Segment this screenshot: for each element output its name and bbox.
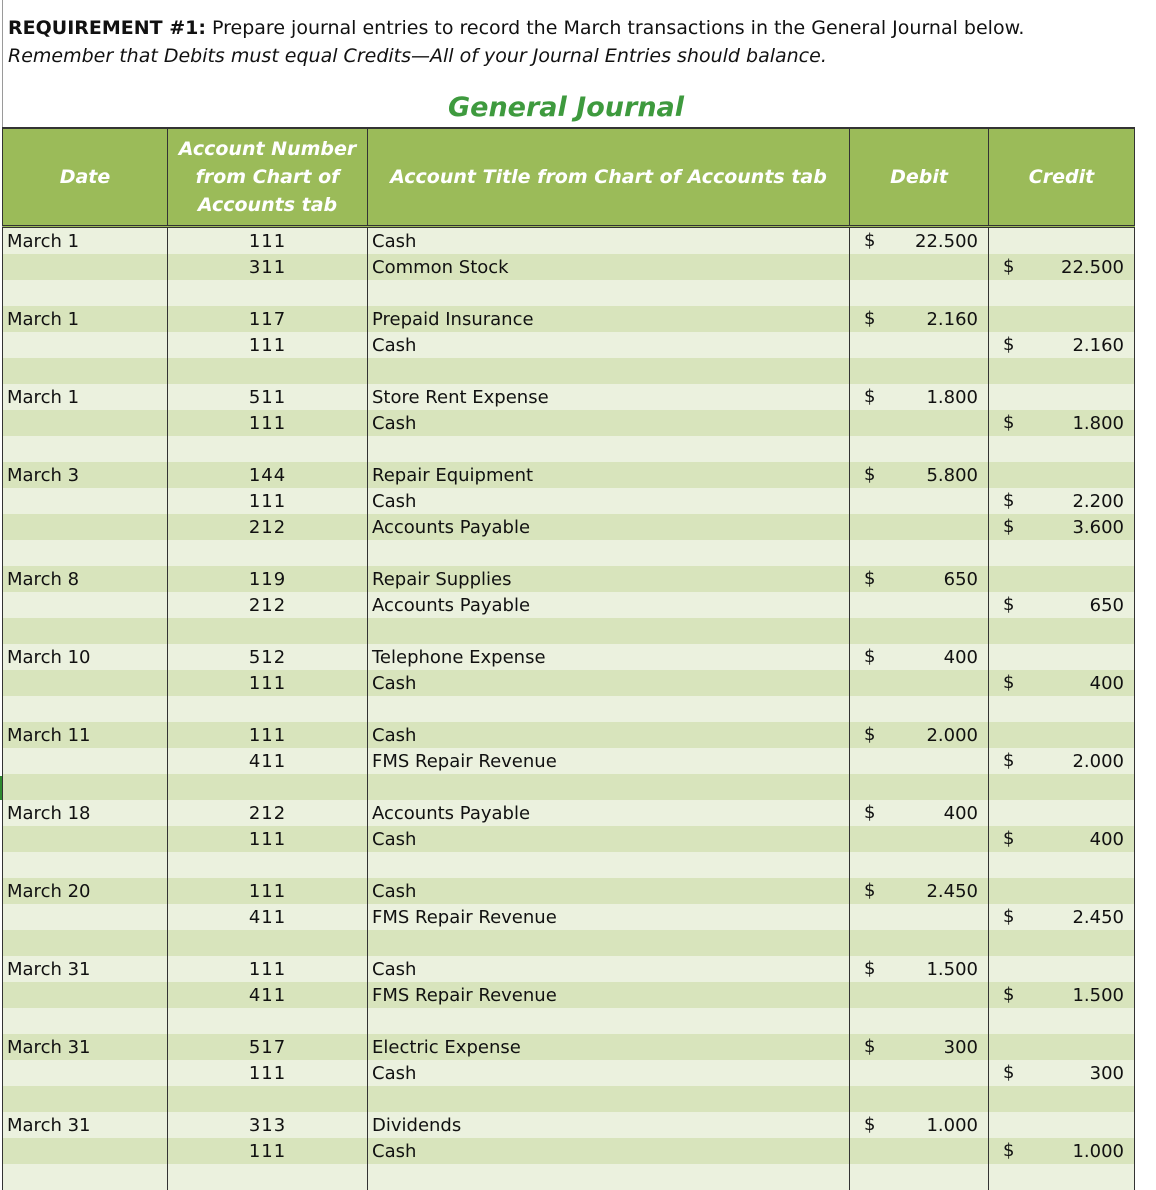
account-title-cell[interactable] <box>368 1164 850 1190</box>
credit-cell[interactable] <box>989 1034 1135 1060</box>
account-title-cell[interactable]: Repair Supplies <box>368 566 850 592</box>
credit-cell[interactable] <box>989 280 1135 306</box>
account-title-cell[interactable] <box>368 774 850 800</box>
debit-cell[interactable] <box>850 748 989 774</box>
date-cell[interactable] <box>3 904 168 930</box>
date-cell[interactable] <box>3 1060 168 1086</box>
journal-row <box>3 852 1135 878</box>
account-title-cell[interactable]: Cash <box>368 410 850 436</box>
debit-cell[interactable] <box>850 1138 989 1164</box>
account-number-cell[interactable]: 212 <box>168 800 368 826</box>
debit-cell[interactable] <box>850 696 989 722</box>
account-title-cell[interactable]: Telephone Expense <box>368 644 850 670</box>
account-number-cell[interactable]: 212 <box>168 514 368 540</box>
credit-cell[interactable] <box>989 1138 1135 1164</box>
journal-row <box>3 488 1135 514</box>
journal-row <box>3 748 1135 774</box>
header-debit: Debit <box>850 128 989 227</box>
debit-cell[interactable] <box>850 878 989 904</box>
journal-row <box>3 956 1135 982</box>
account-number-cell[interactable]: 111 <box>168 670 368 696</box>
journal-row <box>3 514 1135 540</box>
credit-cell[interactable] <box>989 384 1135 410</box>
journal-row <box>3 566 1135 592</box>
account-number-cell[interactable] <box>168 852 368 878</box>
debit-cell[interactable] <box>850 1112 989 1138</box>
debit-amount: 300 <box>943 1037 978 1058</box>
journal-row <box>3 436 1135 462</box>
credit-amount: 22.500 <box>1061 257 1124 278</box>
debit-cell[interactable] <box>850 254 989 280</box>
debit-amount: 22.500 <box>915 231 978 252</box>
journal-row <box>3 722 1135 748</box>
credit-cell[interactable] <box>989 592 1135 618</box>
account-title-cell[interactable]: Cash <box>368 1060 850 1086</box>
date-cell[interactable]: March 10 <box>3 644 168 670</box>
credit-cell[interactable] <box>989 878 1135 904</box>
currency-symbol: $ <box>864 464 876 485</box>
debit-cell[interactable] <box>850 956 989 982</box>
account-number-cell[interactable] <box>168 1164 368 1190</box>
credit-cell[interactable] <box>989 930 1135 956</box>
currency-symbol: $ <box>1003 984 1015 1005</box>
account-number-cell[interactable]: 111 <box>168 956 368 982</box>
journal-row <box>3 670 1135 696</box>
account-number-cell[interactable] <box>168 540 368 566</box>
debit-cell[interactable] <box>850 826 989 852</box>
debit-cell[interactable] <box>850 280 989 306</box>
journal-row <box>3 1008 1135 1034</box>
requirement-line-1 <box>8 14 1024 42</box>
currency-symbol: $ <box>864 646 876 667</box>
credit-cell[interactable] <box>989 670 1135 696</box>
date-cell[interactable]: March 8 <box>3 566 168 592</box>
journal-row <box>3 800 1135 826</box>
debit-cell[interactable] <box>850 514 989 540</box>
credit-amount: 1.000 <box>1072 1141 1124 1162</box>
date-cell[interactable]: March 11 <box>3 722 168 748</box>
account-title-cell[interactable]: FMS Repair Revenue <box>368 982 850 1008</box>
credit-amount: 2.450 <box>1072 907 1124 928</box>
account-title-cell[interactable]: Cash <box>368 227 850 255</box>
credit-cell[interactable] <box>989 800 1135 826</box>
debit-cell[interactable] <box>850 852 989 878</box>
credit-amount: 3.600 <box>1072 517 1124 538</box>
credit-amount: 1.500 <box>1072 985 1124 1006</box>
journal-row <box>3 384 1135 410</box>
date-cell[interactable] <box>3 696 168 722</box>
journal-row <box>3 1164 1135 1190</box>
date-cell[interactable] <box>3 1164 168 1190</box>
header-account-number: Account Number from Chart of Accounts tab <box>168 128 368 227</box>
currency-symbol: $ <box>1003 594 1015 615</box>
account-title-cell[interactable] <box>368 280 850 306</box>
debit-cell[interactable] <box>850 462 989 488</box>
credit-cell[interactable] <box>989 254 1135 280</box>
debit-amount: 650 <box>943 569 978 590</box>
debit-amount: 1.500 <box>926 959 978 980</box>
credit-amount: 400 <box>1089 829 1124 850</box>
journal-row <box>3 280 1135 306</box>
currency-symbol: $ <box>864 386 876 407</box>
debit-cell[interactable] <box>850 618 989 644</box>
currency-symbol: $ <box>1003 256 1015 277</box>
journal-row <box>3 410 1135 436</box>
account-number-cell[interactable]: 144 <box>168 462 368 488</box>
journal-row <box>3 904 1135 930</box>
date-cell[interactable] <box>3 280 168 306</box>
credit-cell[interactable] <box>989 332 1135 358</box>
journal-row <box>3 592 1135 618</box>
debit-cell[interactable] <box>850 1008 989 1034</box>
account-number-cell[interactable]: 111 <box>168 227 368 255</box>
credit-cell[interactable] <box>989 306 1135 332</box>
credit-cell[interactable] <box>989 1008 1135 1034</box>
account-number-cell[interactable]: 512 <box>168 644 368 670</box>
credit-cell[interactable] <box>989 410 1135 436</box>
debit-amount: 5.800 <box>926 465 978 486</box>
journal-row <box>3 1112 1135 1138</box>
account-number-cell[interactable]: 119 <box>168 566 368 592</box>
account-title-cell[interactable]: Repair Equipment <box>368 462 850 488</box>
debit-cell[interactable] <box>850 358 989 384</box>
debit-amount: 1.800 <box>926 387 978 408</box>
account-title-cell[interactable]: Accounts Payable <box>368 592 850 618</box>
credit-amount: 300 <box>1089 1063 1124 1084</box>
debit-cell[interactable] <box>850 227 989 255</box>
currency-symbol: $ <box>864 1036 876 1057</box>
currency-symbol: $ <box>1003 490 1015 511</box>
date-cell[interactable]: March 31 <box>3 1034 168 1060</box>
date-cell[interactable] <box>3 488 168 514</box>
credit-cell[interactable] <box>989 1164 1135 1190</box>
credit-amount: 1.800 <box>1072 413 1124 434</box>
credit-cell[interactable] <box>989 774 1135 800</box>
journal-row <box>3 826 1135 852</box>
account-number-cell[interactable]: 111 <box>168 332 368 358</box>
date-cell[interactable] <box>3 514 168 540</box>
debit-amount: 400 <box>943 647 978 668</box>
debit-cell[interactable] <box>850 774 989 800</box>
account-title-cell[interactable]: Cash <box>368 332 850 358</box>
account-number-cell[interactable]: 511 <box>168 384 368 410</box>
debit-cell[interactable] <box>850 670 989 696</box>
account-number-cell[interactable]: 111 <box>168 1060 368 1086</box>
journal-row <box>3 332 1135 358</box>
account-number-cell[interactable]: 311 <box>168 254 368 280</box>
date-cell[interactable] <box>3 410 168 436</box>
account-number-cell[interactable]: 117 <box>168 306 368 332</box>
date-cell[interactable]: March 3 <box>3 462 168 488</box>
date-cell[interactable] <box>3 1086 168 1112</box>
debit-cell[interactable] <box>850 306 989 332</box>
header-credit: Credit <box>989 128 1135 227</box>
date-cell[interactable] <box>3 1008 168 1034</box>
account-number-cell[interactable]: 111 <box>168 826 368 852</box>
account-number-cell[interactable]: 111 <box>168 410 368 436</box>
account-number-cell[interactable] <box>168 436 368 462</box>
debit-cell[interactable] <box>850 800 989 826</box>
debit-cell[interactable] <box>850 540 989 566</box>
credit-cell[interactable] <box>989 618 1135 644</box>
credit-cell[interactable] <box>989 436 1135 462</box>
account-title-cell[interactable] <box>368 436 850 462</box>
date-cell[interactable]: March 31 <box>3 956 168 982</box>
credit-cell[interactable] <box>989 540 1135 566</box>
debit-amount: 2.160 <box>926 309 978 330</box>
debit-cell[interactable] <box>850 410 989 436</box>
journal-row <box>3 696 1135 722</box>
credit-cell[interactable] <box>989 826 1135 852</box>
debit-cell[interactable] <box>850 592 989 618</box>
date-cell[interactable] <box>3 254 168 280</box>
account-title-cell[interactable]: Cash <box>368 670 850 696</box>
account-title-cell[interactable]: FMS Repair Revenue <box>368 748 850 774</box>
debit-amount: 1.000 <box>926 1115 978 1136</box>
account-title-cell[interactable]: Common Stock <box>368 254 850 280</box>
debit-cell[interactable] <box>850 930 989 956</box>
date-cell[interactable] <box>3 332 168 358</box>
account-number-cell[interactable] <box>168 618 368 644</box>
account-number-cell[interactable] <box>168 280 368 306</box>
header-account-title: Account Title from Chart of Accounts tab <box>368 128 850 227</box>
account-number-cell[interactable]: 313 <box>168 1112 368 1138</box>
journal-row <box>3 462 1135 488</box>
account-title-cell[interactable]: Cash <box>368 488 850 514</box>
requirement-line-2: Remember that Debits must equal Credits—All of your Journal Entries should balance. <box>8 45 827 67</box>
currency-symbol: $ <box>864 308 876 329</box>
account-title-cell[interactable]: Store Rent Expense <box>368 384 850 410</box>
account-title-cell[interactable] <box>368 358 850 384</box>
account-number-cell[interactable] <box>168 930 368 956</box>
date-cell[interactable] <box>3 358 168 384</box>
date-cell[interactable] <box>3 852 168 878</box>
debit-cell[interactable] <box>850 904 989 930</box>
account-number-cell[interactable]: 517 <box>168 1034 368 1060</box>
currency-symbol: $ <box>1003 334 1015 355</box>
date-cell[interactable] <box>3 670 168 696</box>
debit-cell[interactable] <box>850 722 989 748</box>
journal-row <box>3 878 1135 904</box>
currency-symbol: $ <box>864 802 876 823</box>
debit-cell[interactable] <box>850 1164 989 1190</box>
debit-cell[interactable] <box>850 1060 989 1086</box>
credit-cell[interactable] <box>989 748 1135 774</box>
currency-symbol: $ <box>1003 906 1015 927</box>
credit-cell[interactable] <box>989 1060 1135 1086</box>
account-title-cell[interactable]: FMS Repair Revenue <box>368 904 850 930</box>
account-title-cell[interactable] <box>368 852 850 878</box>
account-number-cell[interactable] <box>168 1008 368 1034</box>
journal-title: General Journal <box>447 92 685 123</box>
account-number-cell[interactable] <box>168 1086 368 1112</box>
account-number-cell[interactable]: 111 <box>168 1138 368 1164</box>
account-number-cell[interactable]: 212 <box>168 592 368 618</box>
account-title-cell[interactable]: Cash <box>368 722 850 748</box>
journal-row <box>3 982 1135 1008</box>
debit-cell[interactable] <box>850 1086 989 1112</box>
journal-row <box>3 930 1135 956</box>
date-cell[interactable]: March 1 <box>3 306 168 332</box>
credit-cell[interactable] <box>989 722 1135 748</box>
journal-row <box>3 774 1135 800</box>
journal-row <box>3 1086 1135 1112</box>
header-date: Date <box>3 128 168 227</box>
debit-cell[interactable] <box>850 332 989 358</box>
debit-amount: 2.000 <box>926 725 978 746</box>
account-number-cell[interactable] <box>168 696 368 722</box>
credit-amount: 2.160 <box>1072 335 1124 356</box>
account-number-cell[interactable] <box>168 774 368 800</box>
date-cell[interactable] <box>3 930 168 956</box>
date-cell[interactable] <box>3 592 168 618</box>
account-number-cell[interactable]: 111 <box>168 488 368 514</box>
account-title-cell[interactable]: Electric Expense <box>368 1034 850 1060</box>
requirement-text: Prepare journal entries to record the March transactions in the General Journal below. <box>205 17 1025 39</box>
account-title-cell[interactable] <box>368 696 850 722</box>
account-number-cell[interactable]: 411 <box>168 748 368 774</box>
currency-symbol: $ <box>864 568 876 589</box>
currency-symbol: $ <box>1003 516 1015 537</box>
currency-symbol: $ <box>1003 828 1015 849</box>
account-title-cell[interactable] <box>368 618 850 644</box>
credit-cell[interactable] <box>989 982 1135 1008</box>
currency-symbol: $ <box>1003 750 1015 771</box>
date-cell[interactable] <box>3 436 168 462</box>
date-cell[interactable]: March 31 <box>3 1112 168 1138</box>
account-title-cell[interactable]: Cash <box>368 878 850 904</box>
account-title-cell[interactable]: Cash <box>368 956 850 982</box>
credit-cell[interactable] <box>989 514 1135 540</box>
currency-symbol: $ <box>864 958 876 979</box>
journal-row <box>3 644 1135 670</box>
date-cell[interactable] <box>3 982 168 1008</box>
debit-cell[interactable] <box>850 982 989 1008</box>
account-title-cell[interactable]: Accounts Payable <box>368 514 850 540</box>
credit-cell[interactable] <box>989 696 1135 722</box>
currency-symbol: $ <box>864 880 876 901</box>
credit-amount: 650 <box>1089 595 1124 616</box>
debit-cell[interactable] <box>850 488 989 514</box>
currency-symbol: $ <box>864 230 876 251</box>
credit-cell[interactable] <box>989 1086 1135 1112</box>
currency-symbol: $ <box>1003 672 1015 693</box>
date-cell[interactable]: March 1 <box>3 384 168 410</box>
date-cell[interactable] <box>3 826 168 852</box>
credit-cell[interactable] <box>989 488 1135 514</box>
credit-amount: 2.000 <box>1072 751 1124 772</box>
credit-amount: 400 <box>1089 673 1124 694</box>
date-cell[interactable]: March 18 <box>3 800 168 826</box>
requirement-instructions <box>8 14 1024 70</box>
currency-symbol: $ <box>1003 1062 1015 1083</box>
journal-row <box>3 358 1135 384</box>
account-number-cell[interactable]: 411 <box>168 904 368 930</box>
journal-row <box>3 540 1135 566</box>
date-cell[interactable] <box>3 774 168 800</box>
account-title-cell[interactable]: Cash <box>368 1138 850 1164</box>
credit-cell[interactable] <box>989 644 1135 670</box>
account-title-cell[interactable]: Accounts Payable <box>368 800 850 826</box>
debit-cell[interactable] <box>850 384 989 410</box>
account-number-cell[interactable]: 111 <box>168 878 368 904</box>
journal-row <box>3 306 1135 332</box>
date-cell[interactable]: March 20 <box>3 878 168 904</box>
credit-cell[interactable] <box>989 462 1135 488</box>
date-cell[interactable] <box>3 748 168 774</box>
currency-symbol: $ <box>864 1114 876 1135</box>
credit-cell[interactable] <box>989 566 1135 592</box>
account-number-cell[interactable]: 411 <box>168 982 368 1008</box>
currency-symbol: $ <box>1003 412 1015 433</box>
credit-cell[interactable] <box>989 227 1135 255</box>
journal-body <box>3 227 1135 1190</box>
credit-cell[interactable] <box>989 904 1135 930</box>
debit-amount: 2.450 <box>926 881 978 902</box>
debit-cell[interactable] <box>850 566 989 592</box>
header-row <box>3 128 1135 227</box>
requirement-label: REQUIREMENT #1: <box>8 17 206 39</box>
general-journal-table <box>2 127 1135 1190</box>
journal-row <box>3 1138 1135 1164</box>
account-title-cell[interactable] <box>368 1008 850 1034</box>
journal-row <box>3 227 1135 255</box>
account-title-cell[interactable] <box>368 930 850 956</box>
credit-cell[interactable] <box>989 956 1135 982</box>
date-cell[interactable] <box>3 618 168 644</box>
date-cell[interactable] <box>3 1138 168 1164</box>
debit-amount: 400 <box>943 803 978 824</box>
debit-cell[interactable] <box>850 1034 989 1060</box>
account-number-cell[interactable]: 111 <box>168 722 368 748</box>
date-cell[interactable] <box>3 540 168 566</box>
account-number-cell[interactable] <box>168 358 368 384</box>
currency-symbol: $ <box>864 724 876 745</box>
currency-symbol: $ <box>1003 1140 1015 1161</box>
journal-row <box>3 618 1135 644</box>
credit-cell[interactable] <box>989 1112 1135 1138</box>
account-title-cell[interactable] <box>368 540 850 566</box>
credit-cell[interactable] <box>989 852 1135 878</box>
debit-cell[interactable] <box>850 436 989 462</box>
credit-amount: 2.200 <box>1072 491 1124 512</box>
journal-row <box>3 254 1135 280</box>
account-title-cell[interactable]: Dividends <box>368 1112 850 1138</box>
journal-row <box>3 1060 1135 1086</box>
account-title-cell[interactable]: Cash <box>368 826 850 852</box>
debit-cell[interactable] <box>850 644 989 670</box>
date-cell[interactable]: March 1 <box>3 227 168 255</box>
account-title-cell[interactable] <box>368 1086 850 1112</box>
account-title-cell[interactable]: Prepaid Insurance <box>368 306 850 332</box>
credit-cell[interactable] <box>989 358 1135 384</box>
journal-row <box>3 1034 1135 1060</box>
